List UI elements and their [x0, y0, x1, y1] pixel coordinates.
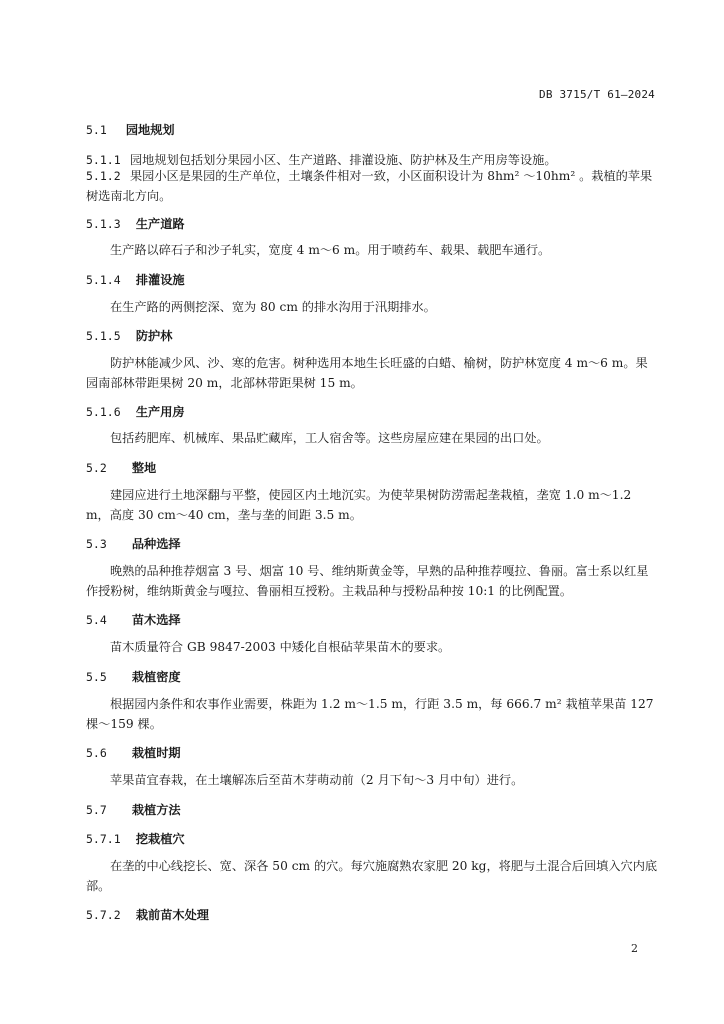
heading-5-1 — [86, 120, 658, 140]
section-number: 5.7.2 — [86, 908, 121, 922]
paragraph-5-1-4: 在生产路的两侧挖深、宽为 80 cm 的排水沟用于汛期排水。 — [110, 300, 436, 314]
section-number: 5.2 — [86, 461, 107, 475]
heading-5-7-2 — [86, 905, 658, 925]
section-title: 栽植时期 — [131, 746, 181, 760]
clause-number: 5.1.1 — [86, 153, 121, 167]
page-number: 2 — [631, 942, 638, 955]
section-title: 生产道路 — [135, 217, 185, 231]
heading-5-7 — [86, 800, 658, 820]
paragraph-5-4: 苗木质量符合 GB 9847-2003 中矮化自根砧苹果苗木的要求。 — [110, 640, 451, 654]
heading-5-5 — [86, 667, 658, 687]
heading-5-6 — [86, 743, 658, 763]
section-title: 园地规划 — [125, 123, 175, 137]
section-number: 5.4 — [86, 613, 107, 627]
paragraph-5-1-3: 生产路以碎石子和沙子轧实，宽度 4 m～6 m。用于喷药车、载果、载肥车通行。 — [110, 243, 551, 257]
section-title: 排灌设施 — [135, 273, 185, 287]
section-number: 5.7 — [86, 803, 107, 817]
heading-5-1-3 — [86, 214, 658, 234]
paragraph-5-6: 苹果苗宜春栽，在土壤解冻后至苗木芽萌动前（2 月下旬～3 月中旬）进行。 — [110, 773, 524, 787]
section-title: 整地 — [131, 461, 157, 475]
section-title: 生产用房 — [135, 405, 185, 419]
clause-number: 5.1.2 — [86, 169, 121, 183]
section-number: 5.5 — [86, 670, 107, 684]
section-number: 5.1.4 — [86, 273, 121, 287]
section-title: 挖栽植穴 — [135, 832, 185, 846]
section-number: 5.7.1 — [86, 832, 121, 846]
paragraph-5-1-6: 包括药肥库、机械库、果品贮藏库，工人宿舍等。这些房屋应建在果园的出口处。 — [110, 431, 549, 445]
clause-5-1-2 — [86, 166, 658, 206]
section-title: 栽植方法 — [131, 803, 181, 817]
paragraph-5-1-5: 防护林能减少风、沙、寒的危害。树种选用本地生长旺盛的白蜡、榆树，防护林宽度 4 m～6 m。果园南部林带距果树 20 m，北部林带距果树 15 m。 — [86, 356, 648, 390]
section-title: 栽前苗木处理 — [135, 908, 209, 922]
section-title: 栽植密度 — [131, 670, 181, 684]
heading-5-3 — [86, 534, 658, 554]
section-number: 5.3 — [86, 537, 107, 551]
clause-text: 园地规划包括划分果园小区、生产道路、排灌设施、防护林及生产用房等设施。 — [130, 153, 557, 167]
heading-5-2 — [86, 458, 658, 478]
section-title: 苗木选择 — [131, 613, 181, 627]
section-number: 5.1.6 — [86, 405, 121, 419]
heading-5-1-4 — [86, 270, 658, 290]
paragraph-5-3: 晚熟的品种推荐烟富 3 号、烟富 10 号、维纳斯黄金等，早熟的品种推荐嘎拉、鲁丽。富士系以红星作授粉树，维纳斯黄金与嘎拉、鲁丽相互授粉。主栽品种与授粉品种按 10:1 的比例配置。 — [86, 564, 649, 598]
section-number: 5.1.5 — [86, 329, 121, 343]
paragraph-5-5: 根据园内条件和农事作业需要，株距为 1.2 m～1.5 m，行距 3.5 m，每 666.7 m² 栽植苹果苗 127 棵～159 棵。 — [86, 697, 654, 731]
paragraph-5-7-1: 在垄的中心线挖长、宽、深各 50 cm 的穴。每穴施腐熟农家肥 20 kg，将肥与土混合后回填入穴内底部。 — [86, 859, 658, 893]
heading-5-7-1 — [86, 829, 658, 849]
paragraph-5-2: 建园应进行土地深翻与平整，使园区内土地沉实。为使苹果树防涝需起垄栽植，垄宽 1.0 m～1.2 m，高度 30 cm～40 cm，垄与垄的间距 3.5 m。 — [86, 488, 632, 522]
clause-text: 果园小区是果园的生产单位，土壤条件相对一致，小区面积设计为 8hm² ～10hm² 。栽植的苹果树选南北方向。 — [86, 169, 653, 203]
section-title: 防护林 — [135, 329, 173, 343]
section-number: 5.6 — [86, 746, 107, 760]
heading-5-1-6 — [86, 402, 658, 422]
section-number: 5.1.3 — [86, 217, 121, 231]
section-title: 品种选择 — [131, 537, 181, 551]
standard-code: DB 3715/T 61—2024 — [539, 88, 655, 101]
heading-5-1-5 — [86, 326, 658, 346]
heading-5-4 — [86, 610, 658, 630]
section-number: 5.1 — [86, 123, 107, 137]
